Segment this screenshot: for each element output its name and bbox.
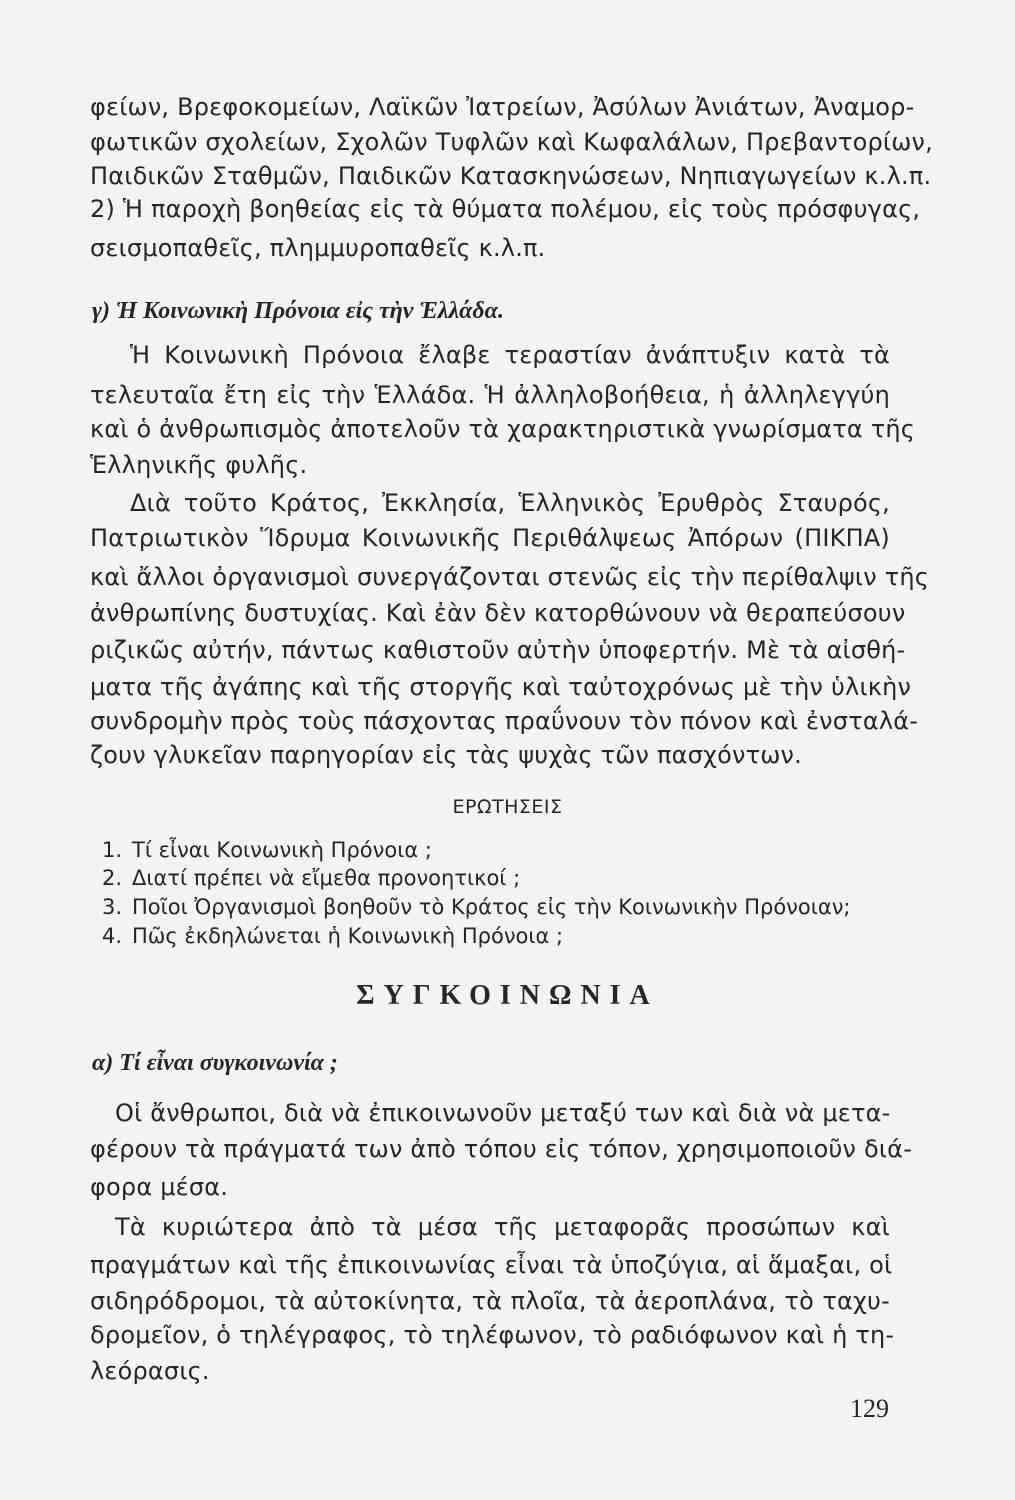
text-line: δρομεῖον, ὁ τηλέγραφος, τὸ τηλέφωνον, τὸ ραδιόφωνον καὶ ἡ τη- (90, 1321, 895, 1349)
question-item (102, 866, 520, 890)
question-number: 4. (102, 924, 123, 948)
question-text: Ποῖοι Ὀργανισμοὶ βοηθοῦν τὸ Κράτος εἰς τὴν Κοινωνικὴν Πρόνοιαν; (132, 895, 851, 919)
question-number: 2. (102, 866, 123, 890)
question-item (102, 895, 851, 919)
text-line: φορα μέσα. (90, 1173, 229, 1201)
text-line: λεόρασις. (90, 1357, 210, 1385)
text-line: φωτικῶν σχολείων, Σχολῶν Τυφλῶν καὶ Κωφαλάλων, Πρεβαντορίων, (90, 128, 933, 156)
text-line: ματα τῆς ἀγάπης καὶ τῆς στοργῆς καὶ ταὐτοχρόνως μὲ τὴν ὑλικὴν (90, 673, 912, 701)
text-line: Παιδικῶν Σταθμῶν, Παιδικῶν Κατασκηνώσεων, Νηπιαγωγείων κ.λ.π. (90, 162, 932, 190)
text-line: Ἡ Κοινωνικὴ Πρόνοια ἔλαβε τεραστίαν ἀνάπτυξιν κατὰ τὰ (130, 341, 890, 369)
text-line: πραγμάτων καὶ τῆς ἐπικοινωνίας εἶναι τὰ ὑποζύγια, αἱ ἅμαξαι, οἱ (90, 1251, 893, 1279)
question-item (102, 838, 432, 862)
questions-title: ΕΡΩΤΗΣΕΙΣ (452, 796, 563, 818)
section-heading-gamma: γ) Ἡ Κοινωνικὴ Πρόνοια εἰς τὴν Ἑλλάδα. (92, 298, 504, 324)
text-line: καὶ ἄλλοι ὀργανισμοὶ συνεργάζονται στενῶς εἰς τὴν περίθαλψιν τῆς (90, 563, 930, 591)
text-line: σεισμοπαθεῖς, πλημμυροπαθεῖς κ.λ.π. (90, 234, 546, 262)
text-line: ἀνθρωπίνης δυστυχίας. Καὶ ἐὰν δὲν κατορθώνουν νὰ θεραπεύσουν (90, 599, 906, 627)
question-text: Διατί πρέπει νὰ εἴμεθα προνοητικοί ; (132, 866, 521, 890)
section-heading-alpha: α) Τί εἶναι συγκοινωνία ; (92, 1050, 338, 1076)
question-text: Πῶς ἐκδηλώνεται ἡ Κοινωνικὴ Πρόνοια ; (132, 924, 564, 948)
page-number: 129 (850, 1394, 889, 1423)
text-line: τελευταῖα ἔτη εἰς τὴν Ἑλλάδα. Ἡ ἀλληλοβοήθεια, ἡ ἀλληλεγγύη (90, 381, 890, 409)
text-line: Ἑλληνικῆς φυλῆς. (90, 451, 308, 479)
chapter-title: ΣΥΓΚΟΙΝΩΝΙΑ (356, 980, 659, 1011)
question-text: Τί εἶναι Κοινωνικὴ Πρόνοια ; (132, 838, 432, 862)
question-number: 3. (102, 895, 123, 919)
text-line: Οἱ ἄνθρωποι, διὰ νὰ ἐπικοινωνοῦν μεταξύ των καὶ διὰ νὰ μετα- (115, 1099, 891, 1127)
text-line: φέρουν τὰ πράγματά των ἀπὸ τόπου εἰς τόπον, χρησιμοποιοῦν διά- (90, 1135, 913, 1163)
text-line: Διὰ τοῦτο Κράτος, Ἐκκλησία, Ἑλληνικὸς Ἐρυθρὸς Σταυρός, (130, 489, 890, 517)
question-item (102, 924, 563, 948)
text-line: φείων, Βρεφοκομείων, Λαϊκῶν Ἰατρείων, Ἀσύλων Ἀνιάτων, Ἀναμορ- (90, 93, 915, 121)
text-line: ριζικῶς αὐτήν, πάντως καθιστοῦν αὐτὴν ὑποφερτήν. Μὲ τὰ αἰσθή- (90, 636, 906, 664)
question-number: 1. (102, 838, 123, 862)
text-line: 2) Ἡ παροχὴ βοηθείας εἰς τὰ θύματα πολέμου, εἰς τοὺς πρόσφυγας, (90, 195, 921, 223)
text-line: συνδρομὴν πρὸς τοὺς πάσχοντας πραΰνουν τὸν πόνον καὶ ἐνσταλά- (90, 707, 919, 735)
text-line: σιδηρόδρομοι, τὰ αὐτοκίνητα, τὰ πλοῖα, τὰ ἀεροπλάνα, τὸ ταχυ- (90, 1287, 890, 1315)
text-line: καὶ ὁ ἀνθρωπισμὸς ἀποτελοῦν τὰ χαρακτηριστικὰ γνωρίσματα τῆς (90, 415, 916, 443)
text-line: Πατριωτικὸν Ἵδρυμα Κοινωνικῆς Περιθάλψεως Ἀπόρων (ΠΙΚΠΑ) (90, 524, 890, 552)
text-line: ζουν γλυκεῖαν παρηγορίαν εἰς τὰς ψυχὰς τῶν πασχόντων. (90, 741, 802, 769)
text-line: Τὰ κυριώτερα ἀπὸ τὰ μέσα τῆς μεταφορᾶς προσώπων καὶ (115, 1213, 890, 1241)
